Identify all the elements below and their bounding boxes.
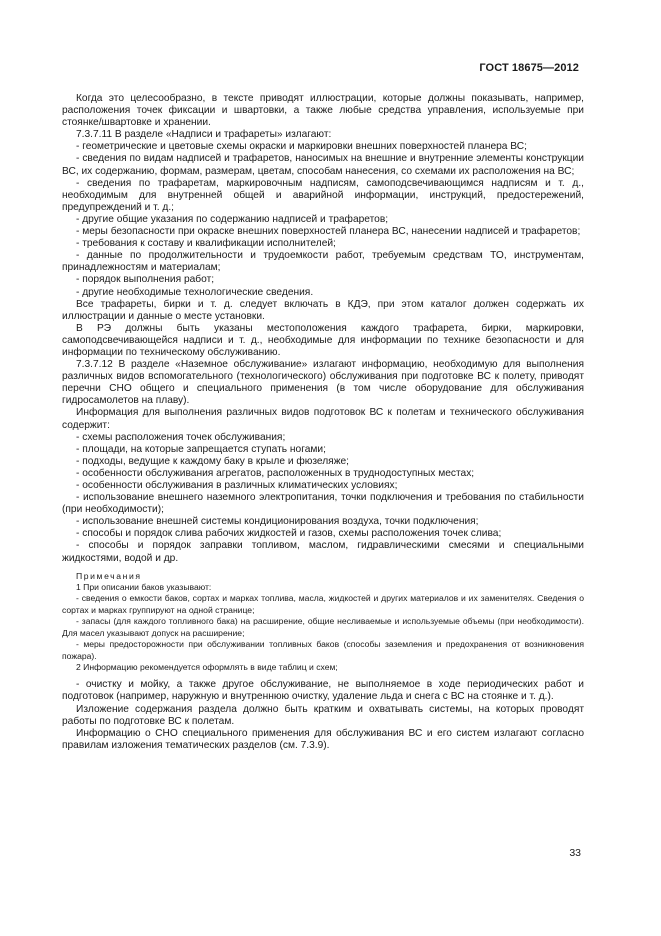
paragraph: - другие общие указания по содержанию надписей и трафаретов; [76,213,389,225]
after-notes-paragraphs [62,679,584,752]
standard-code-header: ГОСТ 18675—2012 [479,62,579,74]
paragraph: Когда это целесообразно, в тексте приводят иллюстрации, которые должны показывать, например, расположения точек фиксации и швартовки, а также любые средства управления, используемые при стоянке/швартовке и хранении. [62,93,584,129]
note-item: 2 Информацию рекомендуется оформлять в виде таблиц и схем; [76,661,338,672]
paragraph: - требования к составу и квалификации исполнителей; [76,238,336,250]
paragraph: - другие необходимые технологические сведения. [76,286,314,298]
paragraph: - меры безопасности при окраске внешних поверхностей планера ВС, нанесении надписей и трафаретов; [76,226,581,238]
main-paragraphs [62,93,584,565]
note-item: - сведения о емкости баков, сортах и марках топлива, масла, жидкостей и других материалов и их заменителях. Сведения о сортах и марках группируют на одной странице; [62,593,584,615]
notes-title: Примечания [76,570,142,581]
paragraph: - особенности обслуживания в различных климатических условиях; [76,480,398,491]
paragraph: Все трафареты, бирки и т. д. следует включать в КДЭ, при этом каталог должен содержать их иллюстрации и данные о месте установки. [62,298,584,322]
note-item: - запасы (для каждого топливного бака) на расширение, общие несливаемые и используемые объемы (при необходимости). Для масел указывают допуск на расширение; [62,616,584,638]
paragraph: - очистку и мойку, а также другое обслуживание, не выполняемое в ходе периодических работ и подготовок (например, наружную и внутреннюю очистку, удаление льда и снега с ВС на стоянке и т. д.). [62,679,584,703]
paragraph: - данные по продолжительности и трудоемкости работ, требуемым средствам ТО, инструментам, принадлежностям и материалам; [62,250,584,274]
paragraph: - особенности обслуживания агрегатов, расположенных в труднодоступных местах; [76,467,475,479]
paragraph: - площади, на которые запрещается ступать ногами; [76,443,326,455]
body-text [62,93,584,752]
paragraph: - использование внешнего наземного электропитания, точки подключения и требования по стабильности (при необходимости); [62,492,584,516]
paragraph: - порядок выполнения работ; [76,274,215,286]
notes-block [62,571,584,674]
paragraph: - использование внешней системы кондиционирования воздуха, точки подключения; [76,516,479,528]
paragraph: В РЭ должны быть указаны местоположения каждого трафарета, бирки, маркировки, самоподсвечивающейся надписи и т. д., необходимые для информации по технике безопасности и для информации по техническому обслуживанию. [62,322,584,358]
paragraph: - способы и порядок заправки топливом, маслом, гидравлическими смесями и специальными жидкостями, водой и др. [62,540,584,564]
paragraph: Информация для выполнения различных видов подготовок ВС к полетам и технического обслуживания содержит: [62,407,584,431]
paragraph: Изложение содержания раздела должно быть кратким и охватывать системы, на которых проводят работы по подготовке ВС к полетам. [62,703,584,727]
paragraph: - сведения по видам надписей и трафаретов, наносимых на внешние и внутренние элементы конструкции ВС, их содержанию, формам, размерам, цветам, способам нанесения, со схемами их расположения на ВС; [62,153,584,177]
paragraph: Информацию о СНО специального применения для обслуживания ВС и его систем излагают согласно правилам изложения тематических разделов (см. 7.3.9). [62,727,584,751]
paragraph: 7.3.7.12 В разделе «Наземное обслуживание» излагают информацию, необходимую для выполнения различных видов вспомогательного (технологического) обслуживания при подготовке ВС к полету, приводят перечни СНО общего и специального применения (в том числе оборудование для обслуживания гидросамолетов на плаву). [62,359,584,407]
paragraph: - схемы расположения точек обслуживания; [76,431,286,443]
paragraph: - способы и порядок слива рабочих жидкостей и газов, схемы расположения точек слива; [76,528,502,540]
paragraph: - геометрические и цветовые схемы окраски и маркировки внешних поверхностей планера ВС; [76,141,527,153]
paragraph: - сведения по трафаретам, маркировочным надписям, самоподсвечивающимся надписям и т. д., необходимым для внутренней общей и аварийной информации, инструкций, предостережений, предупреждений и т. д.; [62,177,584,213]
paragraph: - подходы, ведущие к каждому баку в крыле и фюзеляже; [76,455,350,467]
page-number: 33 [569,847,581,859]
note-item: 1 При описании баков указывают: [76,582,212,593]
paragraph: 7.3.7.11 В разделе «Надписи и трафареты» излагают: [76,129,332,141]
note-item: - меры предосторожности при обслуживании топливных баков (способы заземления и предохранения от возникновения пожара). [62,639,584,661]
notes-items [62,582,584,673]
